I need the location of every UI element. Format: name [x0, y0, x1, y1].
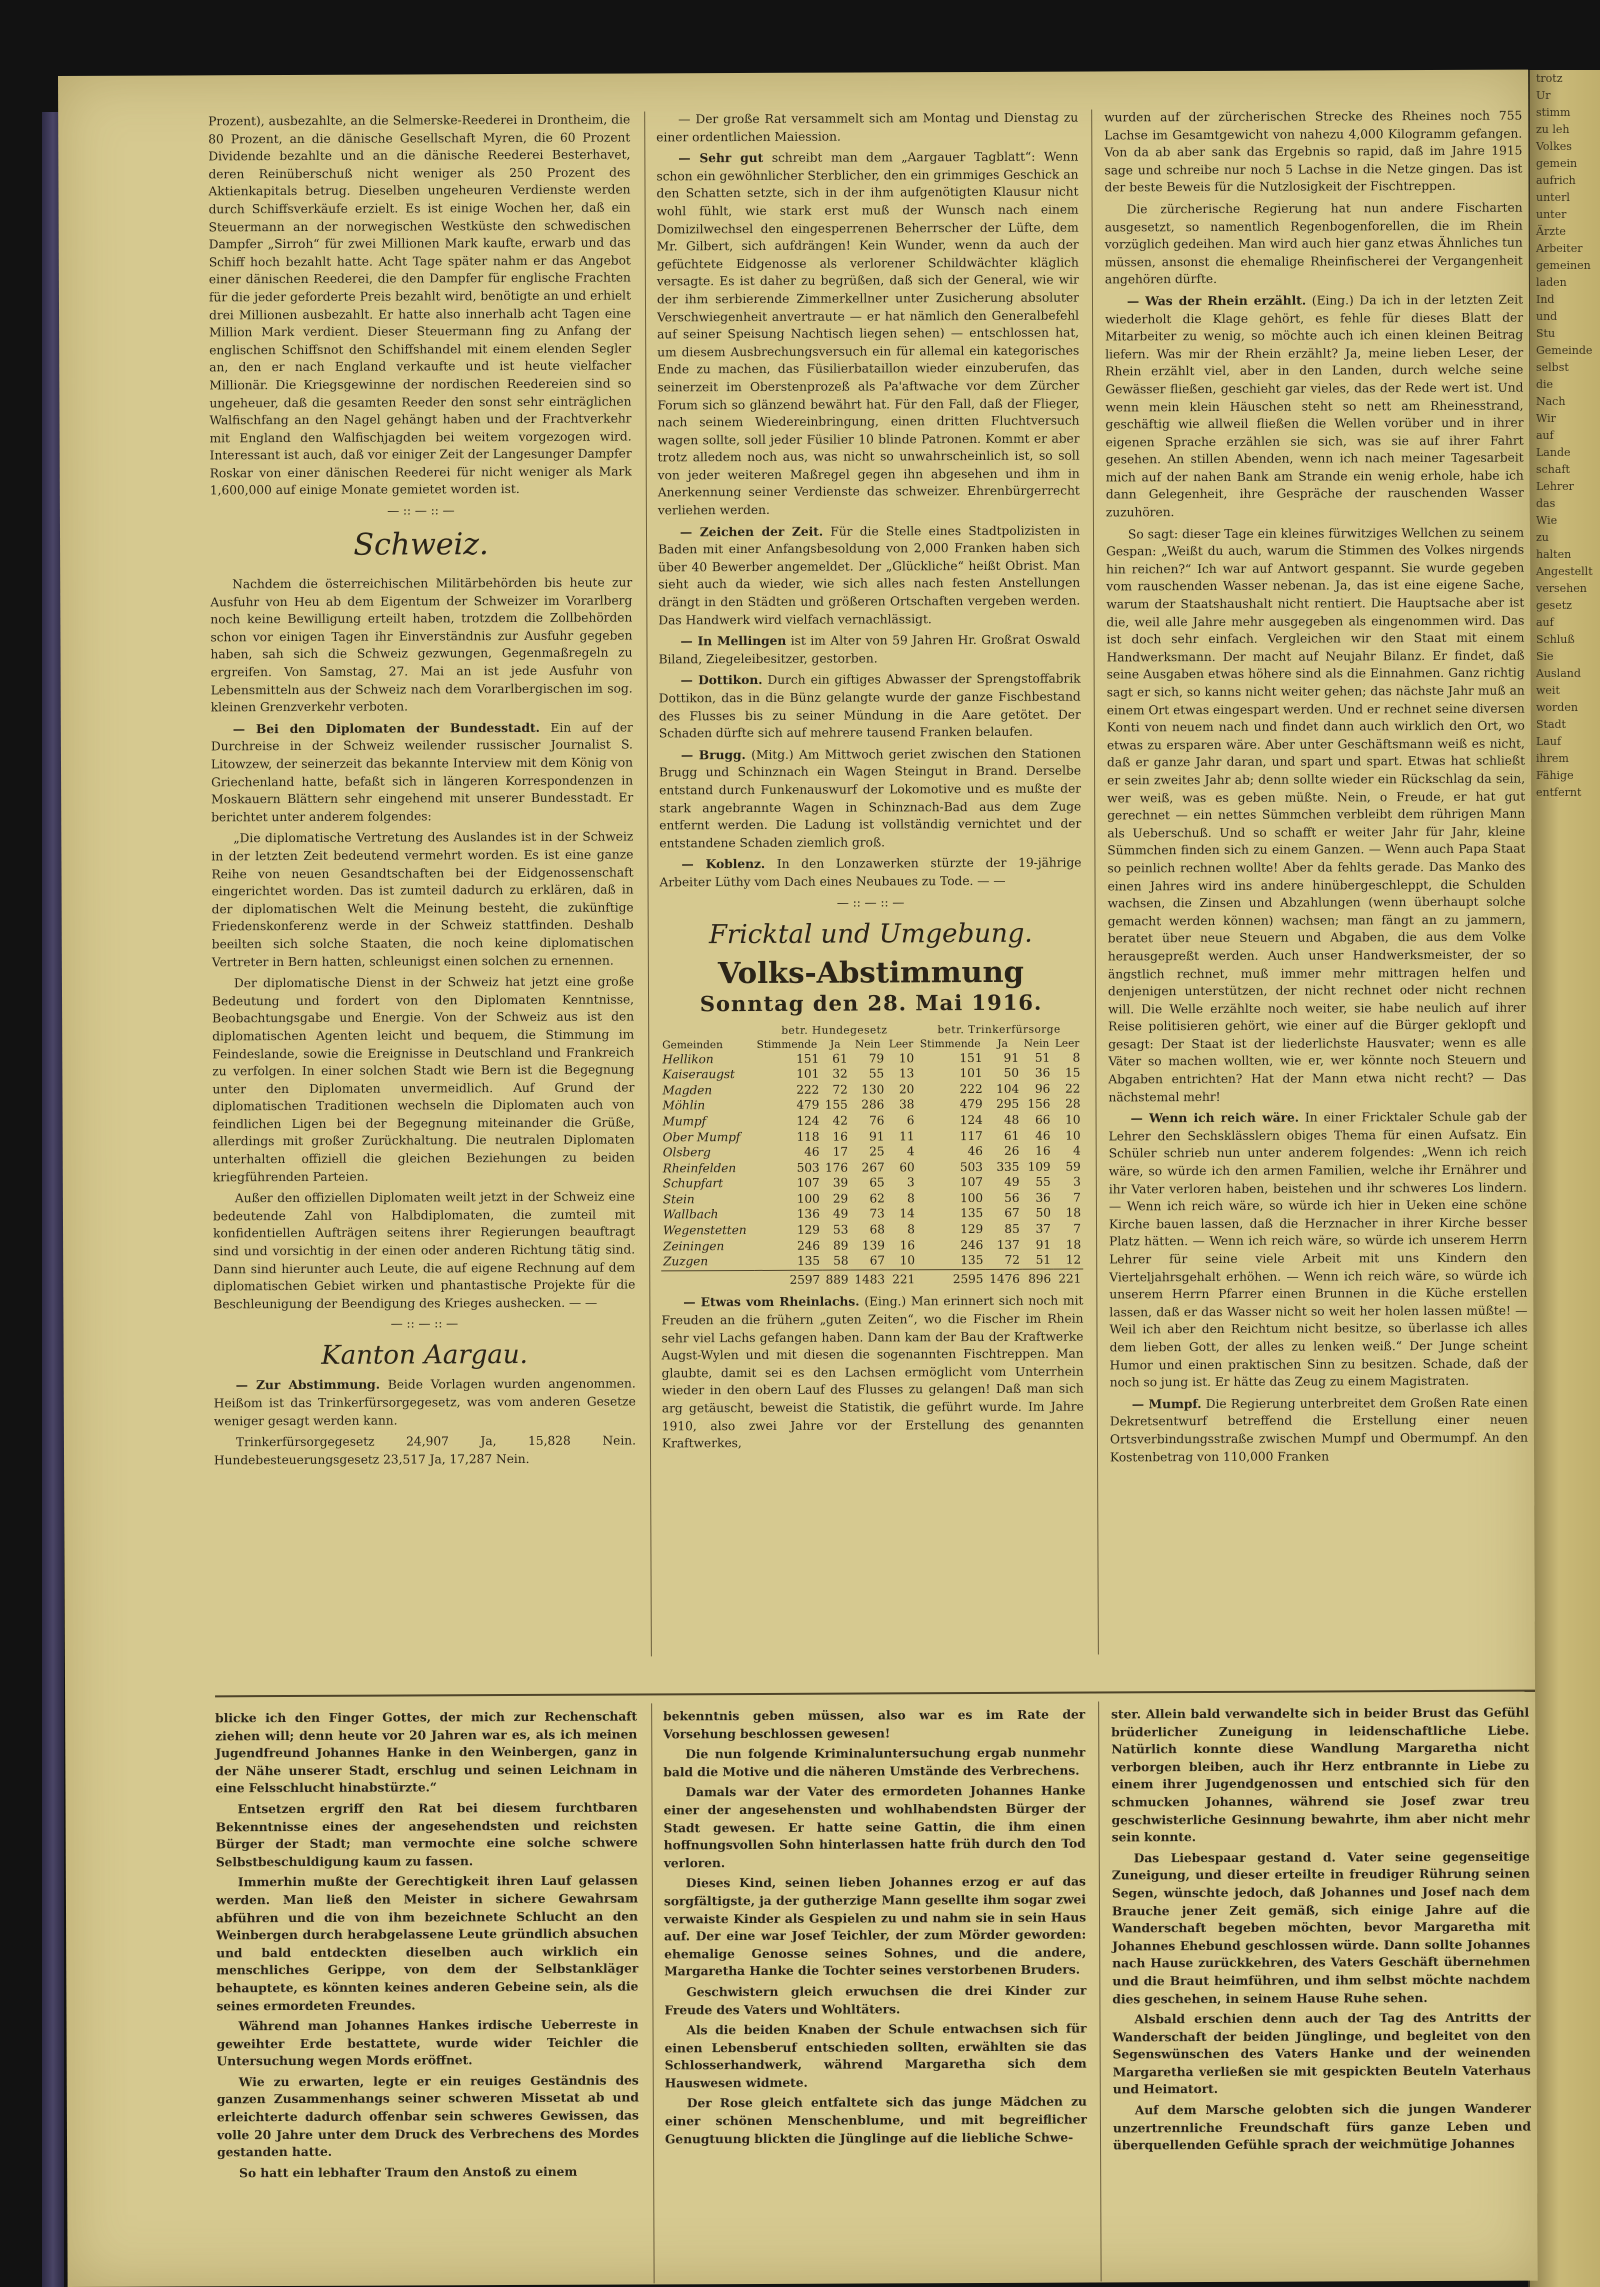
adjacent-page-edge [1528, 70, 1600, 2287]
article-runin: — Mumpf. [1131, 1396, 1202, 1412]
vote-count-cell: 53 [833, 1222, 849, 1237]
vote-results-heading: Volks-Abstimmung [717, 954, 1024, 990]
adjacent-page-text: Arbeiter [1536, 242, 1583, 255]
vote-count-cell: 16 [1035, 1143, 1051, 1158]
vote-count-cell: 61 [832, 1051, 848, 1066]
municipality-name: Zeiningen [663, 1238, 725, 1254]
vote-count-cell: 10 [1065, 1112, 1081, 1127]
table-header-leer: Leer [1054, 1037, 1080, 1050]
vote-count-cell: 8 [907, 1191, 915, 1206]
article-abstimmung [214, 1376, 636, 1431]
table-row [660, 1050, 1082, 1067]
vote-count-cell: 39 [832, 1175, 849, 1190]
article-text: Für die Stelle eines Stadtpolizisten in Baden mit einer Anfangsbesoldung von 2,000 Franken haben sich über 40 Bewerber angemeldet. Der „Glückliche“ heißt Obrist. Man sieht auch da wieder, wie sich alles nach festen Anstellungen drängt in den Städten und größeren Ortschaften vergeben werden. Das Handwerk wird vielfach vernachlässigt. [658, 523, 1081, 628]
article-runin: — Was der Rhein erzählt. [1126, 293, 1307, 309]
table-row [661, 1222, 1083, 1239]
vote-count-cell: 96 [1034, 1081, 1051, 1096]
vote-count-cell: 22 [1065, 1081, 1081, 1096]
article-text: ist im Alter von 59 Jahren Hr. Großrat Oswald Biland, Ziegeleibesitzer, gestorben. [658, 632, 1081, 667]
vote-date-heading: Sonntag den 28. Mai 1916. [699, 989, 1043, 1016]
adjacent-page-text: schaft [1536, 463, 1570, 476]
column-rule [1091, 109, 1099, 1654]
article-runin: — Brugg. [680, 747, 746, 763]
vote-count-cell: 222 [959, 1081, 983, 1096]
vote-count-cell: 55 [1035, 1174, 1051, 1190]
vote-total-cell: 2595 [917, 1269, 985, 1287]
vote-count-cell: 10 [1065, 1128, 1081, 1143]
vote-count-cell: 246 [797, 1238, 820, 1253]
vote-total-cell: 221 [887, 1270, 917, 1288]
table-header-stimmende: Stimmende [756, 1038, 818, 1051]
article-paragraph: „Die diplomatische Vertretung des Auslandes ist in der Schweiz in der letzten Zeit bedeutend vermehrt worden. Es ist eine ganze Reihe von neuen Gesandtschaften bei der Eidgenossenschaft eingerichtet worden. Das ist zumteil dadurch zu erklären, daß in der diplomatischen Welt die Meinung besteht, die zukünftige Friedenskonferenz werde in der Schweiz stattfinden. Deshalb beeilten sich solche Staaten, die noch keine diplomatischen Vertreter in Bern hatten, schleunigst einen solchen zu ernennen. [211, 829, 634, 969]
feuilleton-column-1 [215, 1708, 639, 2185]
vote-count-cell: 60 [899, 1159, 915, 1175]
table-row [660, 1066, 1082, 1083]
adjacent-page-text: unterl [1536, 191, 1570, 204]
vote-count-cell: 72 [832, 1082, 848, 1097]
adjacent-page-text: Stadt [1536, 718, 1566, 731]
vote-count-cell: 37 [1035, 1221, 1051, 1236]
vote-count-cell: 91 [1003, 1050, 1019, 1065]
vote-count-cell: 117 [959, 1128, 983, 1143]
table-group-header-trinkerfuersorge: betr. Trinkerfürsorge [937, 1023, 1061, 1036]
adjacent-page-text: Volkes [1536, 140, 1572, 153]
vote-count-cell: 139 [861, 1238, 885, 1253]
feuilleton-paragraph: Während man Johannes Hankes irdische Ueberreste in geweihter Erde bestattete, wurde wider Teichler die Untersuchung wegen Mords eröffnet. [216, 2017, 639, 2069]
vote-count-cell: 335 [996, 1159, 1020, 1174]
vote-count-cell: 59 [1065, 1159, 1081, 1174]
vote-count-cell: 79 [868, 1050, 885, 1066]
vote-count-cell: 101 [796, 1066, 820, 1081]
vote-count-cell: 135 [960, 1206, 984, 1221]
vote-count-cell: 107 [960, 1175, 984, 1190]
separator: — :: — :: — [387, 503, 455, 518]
vote-count-cell: 29 [832, 1191, 849, 1206]
vote-count-cell: 50 [1003, 1065, 1020, 1081]
vote-count-cell: 66 [1035, 1112, 1051, 1127]
vote-count-cell: 28 [1065, 1096, 1081, 1111]
table-row [661, 1175, 1083, 1192]
municipality-name: Zuzgen [663, 1254, 709, 1269]
section-heading-schweiz: Schweiz. [353, 527, 489, 563]
vote-count-cell: 38 [899, 1097, 915, 1112]
vote-count-cell: 32 [832, 1066, 848, 1081]
article-text: schreibt man dem „Aargauer Tagblatt“: Wenn schon ein gewöhnlicher Sterblicher, den ein grimmiges Geschick an den Schatten setzte, sich in der ihm aufgenötigten Klausur nicht wohl fühlt, wie stark erst muß der Wunsch nach einem Domizilwechsel den eingesperrenen Beherrscher der Lüfte, dem Mr. Gilbert, sich aufdrängen! Kein Wunder, wenn da auch der gefüchtete Eidgenosse als verlorener Schildwächter kläglich versagte. Es ist daher zu begrüßen, daß sich der General, wie wir der ihm serbierende Zimmerkellner unter Zusicherung absoluter Verschwiegenheit anvertraute — er hat nämlich den Generalbefehl auf seiner Speisung Nachtisch liegen sehen) — entschlossen hat, um diesem Ausbrechungsversuch ein für allemal ein kategorisches Ende zu machen, das Füsilierbataillon wieder einzuberufen, das seinerzeit im Oberstenprozeß als Pa'aftwache vor dem Zürcher Forum sich so glänzend bewährt hat. Für den Fall, daß der Flieger, nach seinem Wiedereinbringung, einen dritten Fluchtversuch wagen sollte, soll jeder Füsilier 10 blinde Patronen. Kommt er aber trotz alledem noch aus, was nicht so unwahrscheinlich ist, so soll von jeder weiteren Maßregel gegen ihn abgesehen und ihm in Anerkennung seiner Verdienste das schweizer. Ehrenbürgerrecht verliehen werden. [656, 149, 1080, 518]
vote-count-cell: 12 [1065, 1252, 1082, 1267]
vote-count-cell: 91 [1035, 1237, 1052, 1252]
vote-total-cell: 221 [1053, 1269, 1083, 1287]
adjacent-page-text: ihrem [1536, 752, 1569, 765]
vote-count-cell: 51 [1034, 1050, 1051, 1065]
column-1 [208, 112, 636, 1474]
municipality-name: Rheinfelden [662, 1160, 737, 1176]
article-mellingen [658, 632, 1080, 669]
adjacent-page-text: Sie [1536, 650, 1554, 663]
table-row [661, 1128, 1083, 1145]
article-runin: — Sehr gut [678, 151, 764, 166]
vote-count-cell: 6 [906, 1113, 915, 1128]
vote-count-cell: 11 [899, 1128, 915, 1143]
feuilleton-divider [215, 1690, 1535, 1698]
table-header-ja: Ja [830, 1038, 841, 1051]
vote-count-cell: 46 [967, 1144, 983, 1159]
vote-total-cell: 1476 [985, 1269, 1022, 1287]
vote-count-cell: 135 [960, 1253, 984, 1268]
vote-count-cell: 61 [1003, 1128, 1020, 1143]
vote-count-cell: 16 [832, 1129, 848, 1144]
adjacent-page-text: Ärzte [1536, 225, 1566, 238]
adjacent-page-text: Lehrer [1536, 480, 1574, 493]
article-diplomaten [211, 719, 633, 826]
article-text: Beide Vorlagen wurden angenommen. Heißom ist das Trinkerfürsorgegesetz, was vom anderen Gesetze weniger gesagt werden kann. [213, 1376, 636, 1428]
article-runin: — Dottikon. [680, 673, 763, 688]
vote-count-cell: 16 [899, 1237, 915, 1252]
adjacent-page-text: Gemeinde [1536, 344, 1593, 357]
adjacent-page-text: die [1536, 378, 1554, 391]
vote-count-cell: 91 [869, 1128, 885, 1143]
vote-count-cell: 25 [869, 1144, 885, 1159]
table-row [661, 1159, 1083, 1176]
vote-count-cell: 136 [796, 1207, 820, 1222]
section-heading-fricktal: Fricktal und Umgebung. [708, 918, 1033, 950]
vote-count-cell: 67 [1004, 1206, 1020, 1221]
adjacent-page-text: Nach [1536, 395, 1566, 408]
vote-count-cell: 130 [861, 1082, 885, 1097]
table-row [660, 1097, 1082, 1114]
feuilleton-paragraph: Immerhin mußte der Gerechtigkeit ihren Lauf gelassen werden. Man ließ den Meister in sichere Gewahrsam abführen und die von ihm bezeichnete Schlucht an den Weinbergen durch herabgelassene Leute gründlich absuchen und bald entdeckten dieselben auch wirklich ein menschliches Gerippe, von dem der Selbstankläger behauptete, es könnten keines anderen Gebeine sein, als die seines ermordeten Freundes. [215, 1873, 639, 2013]
article-paragraph: Der diplomatische Dienst in der Schweiz hat jetzt eine große Bedeutung und fordert von den Diplomaten Kenntnisse, Beobachtungsgabe und Energie. Von der Schweiz aus ist den diplomatischen Agenten leicht und bequem, die Stimmung im Feindeslande, sowie die Ereignisse in Deutschland und Frankreich zu verfolgen. In einer solchen Stadt wie Bern ist die Begegnung unter den Diplomaten unvermeidlich. Auf Grund der diplomatischen Traditionen wechseln die Diplomaten auch von feindlichen Ligen bei der Begegnung miteinander die Grüße, allerdings mit großer Zurückhaltung. Die neutralen Diplomaten unterhalten offiziell die gleichen Beziehungen zu beiden kriegführenden Parteien. [212, 974, 635, 1184]
vote-count-cell: 151 [796, 1051, 820, 1066]
vote-count-cell: 36 [1035, 1190, 1051, 1205]
article-text: Die Regierung unterbreitet dem Großen Rate einen Dekretsentwurf betreffend die Erstellung einer neuen Ortsverbindungsstraße zwischen Mumpf und Obermumpf. An den Kostenbetrag von 110,000 Franken [1109, 1395, 1528, 1464]
adjacent-page-text: aufrich [1536, 174, 1576, 187]
vote-count-cell: 51 [1035, 1252, 1052, 1267]
vote-count-cell: 65 [869, 1175, 885, 1190]
table-row [661, 1112, 1083, 1129]
vote-count-cell: 135 [797, 1253, 821, 1269]
vote-count-cell: 4 [906, 1144, 915, 1159]
feuilleton-column-3 [1111, 1705, 1531, 2159]
article-paragraph: Außer den offiziellen Diplomaten weilt jetzt in der Schweiz eine bedeutende Zahl von Halbdiplomaten, die zumteil mit konfidentiellen Aufträgen seitens ihrer Regierungen beauftragt sind und vorsichtig in der einen oder anderen Richtung tätig sind. Dann sind hierunter auch Leute, die auf eigene Rechnung auf dem diplomatischen Gebiet wirken und phantastische Projekte für die Beschleunigung der Beendigung des Krieges aushecken. — — [212, 1189, 636, 1312]
article-paragraph: Die zürcherische Regierung hat nun andere Fischarten ausgesetzt, so namentlich Regenbogenforellen, die im Rhein vorzüglich gedeihen. Man wird auch hier ganz etwas Ähnliches tun müssen, ansonst die ehemalige Rheinfischerei der Vergangenheit angehören dürfte. [1104, 200, 1523, 287]
vote-results-table [660, 1022, 1083, 1289]
adjacent-page-text: trotz [1536, 72, 1563, 85]
article-text: (Eing.) Da ich in der letzten Zeit wiederholt die Klage gehört, es fehle für dieses Blatt der Mitarbeiter zu wenig, so möchte auch ich einen kleinen Beitrag liefern. Was mir der Rhein erzählt? Ja, meine lieben Leser, der Rhein erzählt viel, aber in den Landen, durch welche seine Gewässer fließen, geschieht gar vieles, das der Rede wert ist. Und wenn mein klein Häuschen steht so nett am Rheinesstrand, geschäftig wie allweil fließen die Wellen vorüber und in ihrer eigenen Sprache erzählen sie sich, was sie auf ihrer Fahrt gesehen. An stillen Abenden, wenn ich nach meiner Tagesarbeit mich auf der nahen Bank am Strande ein wenig erhole, habe ich dann Gelegenheit, ihre Gespräche der rauschenden Wasser zuzuhören. [1105, 292, 1524, 520]
vote-count-cell: 109 [1027, 1159, 1051, 1174]
adjacent-page-text: Angestellt [1536, 565, 1593, 578]
table-header-gemeinden: Gemeinden [662, 1038, 723, 1051]
vote-count-cell: 55 [868, 1066, 885, 1081]
vote-count-cell: 46 [1035, 1128, 1051, 1143]
adjacent-page-text: entfernt [1536, 786, 1582, 799]
vote-count-cell: 67 [869, 1253, 886, 1268]
municipality-name: Wegenstetten [663, 1223, 747, 1238]
adjacent-page-text: Lande [1536, 446, 1571, 459]
adjacent-page-text: zu [1536, 531, 1549, 544]
vote-count-cell: 267 [861, 1160, 885, 1175]
vote-count-cell: 124 [796, 1113, 820, 1128]
feuilleton-paragraph: Alsbald erschien denn auch der Tag des Antritts der Wanderschaft der beiden Jünglinge, und begleitet von den Segenswünschen des Vaters Hanke und der weinenden Margaretha verließen sie mit gespickten Beuteln Vaterhaus und Heimatort. [1112, 2010, 1531, 2097]
feuilleton-paragraph: Geschwistern gleich erwuchsen die drei Kinder zur Freude des Vaters und Wohltäters. [664, 1983, 1087, 2017]
vote-count-cell: 36 [1034, 1065, 1051, 1080]
vote-count-cell: 8 [907, 1222, 915, 1237]
vote-count-cell: 58 [833, 1253, 849, 1268]
vote-count-cell: 49 [832, 1207, 849, 1222]
municipality-name: Hellikon [662, 1051, 714, 1066]
feuilleton-paragraph: Dieses Kind, seinen lieben Johannes erzog er auf das sorgfältigste, ja der gutherzige Mann gesellte ihm sogar zwei verwaiste Kinder als Gespielen zu und nahm sie in sein Haus auf. Der eine war Josef Teichler, der zum Mörder geworden: ehemalige Genosse seines Sohnes, und die andere, Margaretha Hanke die Tochter seines verstorbenen Bruders. [663, 1874, 1087, 1979]
vote-count-cell: 4 [1073, 1143, 1081, 1158]
vote-count-cell: 503 [959, 1159, 983, 1174]
table-header-stimmende: Stimmende [919, 1037, 981, 1050]
table-row [661, 1237, 1083, 1254]
vote-count-cell: 137 [996, 1237, 1020, 1252]
table-header-leer: Leer [888, 1037, 914, 1050]
article-mumpf [1110, 1394, 1528, 1466]
vote-count-cell: 222 [796, 1082, 820, 1097]
vote-count-cell: 50 [1035, 1206, 1051, 1221]
article-koblenz [659, 855, 1081, 892]
adjacent-page-text: halten [1536, 548, 1572, 561]
separator: — :: — :: — [390, 1316, 459, 1331]
vote-count-cell: 176 [825, 1160, 849, 1175]
adjacent-page-text: stimm [1536, 106, 1571, 119]
adjacent-page-text: Wir [1536, 412, 1556, 425]
article-wenn-ich-reich-waere [1109, 1109, 1528, 1392]
article-was-der-rhein-erzaehlt [1105, 292, 1524, 523]
vote-count-cell: 72 [1004, 1253, 1020, 1268]
adjacent-page-text: Fähige [1536, 769, 1574, 782]
vote-count-cell: 89 [833, 1238, 849, 1253]
table-row [661, 1144, 1083, 1161]
municipality-name: Mumpf [662, 1114, 707, 1129]
article-text: (Eing.) Man erinnert sich noch mit Freuden an die frühern „guten Zeiten“, wo die Fischer im Rhein sehr viel Lachs gefangen haben. Dann kam der Bau der Kraftwerke Augst-Wylen und mit diesen die sogenannten Fischtreppen. Man glaubte, damit sei es den Lachsen ermöglicht vom Unterrhein wieder in den obern Lauf des Flusses zu gelangen! Daß man sich arg getäuscht, beweist die Statistik, die geführt wurde. Im Jahre 1910, also zwei Jahre vor der Erstellung des genannten Kraftwerkes, [661, 1293, 1084, 1451]
municipality-name: Magden [662, 1082, 713, 1098]
vote-total-cell: 896 [1022, 1269, 1053, 1287]
section-heading-aargau: Kanton Aargau. [321, 1340, 528, 1372]
feuilleton-paragraph: Der Rose gleich entfaltete sich das junge Mädchen zu einer schönen Menschenblume, und mit begreiflicher Genugtuung blickten die Jünglinge auf die liebliche Schwe- [664, 2094, 1087, 2147]
vote-count-cell: 156 [1027, 1096, 1051, 1112]
column-3 [1104, 108, 1528, 1471]
adjacent-page-text: Lauf [1536, 735, 1562, 748]
article-runin: — In Mellingen [680, 634, 787, 649]
adjacent-page-text: auf [1536, 429, 1554, 442]
table-row [661, 1190, 1083, 1207]
municipality-name: Ober Mumpf [662, 1129, 741, 1144]
vote-count-cell: 503 [796, 1160, 820, 1175]
vote-count-cell: 10 [899, 1253, 916, 1268]
vote-count-cell: 3 [1073, 1174, 1081, 1189]
vote-count-cell: 62 [869, 1191, 885, 1206]
article-text: Ein auf der Durchreise in der Schweiz weilender russischer Journalist S. Litowzew, der seinerzeit das bekannte Interview mit dem König von Griechenland hatte, befaßt sich in längeren Korrespondenzen in Moskauern Blättern sehr eingehend mit unserer Bundesstadt. Er berichtet unter anderem folgendes: [210, 720, 634, 825]
adjacent-page-text: Schluß [1536, 633, 1575, 646]
municipality-name: Kaiseraugst [662, 1067, 735, 1082]
article-text: Durch ein giftiges Abwasser der Sprengstoffabrik Dottikon, das in die Bünz gelangte wurde der ganze Fischbestand des Flusses bis zu seiner Mündung in die Aare getötet. Der Schaden dürfte sich auf mehrere tausend Franken belaufen. [658, 671, 1081, 741]
adjacent-page-text: gemeinen [1536, 259, 1591, 272]
adjacent-page-text: gesetz [1536, 599, 1572, 612]
vote-count-cell: 17 [832, 1144, 849, 1159]
vote-count-cell: 49 [1004, 1175, 1020, 1190]
column-2 [656, 110, 1084, 1458]
feuilleton-paragraph: Wie zu erwarten, legte er ein reuiges Geständnis des ganzen Zusammenhangs seiner schweren Missetat ab und erleichterte dadurch offenbar sein schweres Gewissen, das volle 20 Jahre unter dem Druck des Verbrechens des Mordes gestanden hatte. [216, 2073, 640, 2160]
vote-count-cell: 56 [1004, 1190, 1020, 1205]
vote-count-cell: 7 [1073, 1221, 1082, 1236]
vote-count-cell: 85 [1004, 1221, 1020, 1236]
feuilleton-paragraph: ster. Allein bald verwandelte sich in beider Brust das Gefühl brüderlicher Zuneigung in leidenschaftliche Liebe. Natürlich konnte diese Wandlung Margaretha nicht verborgen bleiben, auch ihr Herz entbrannte in Liebe zu einem ihrer Jugendgenossen und entschied sich für den schmucken Johannes, während sie Josef zwar treu geschwisterliche Gesinnung bewahrte, ihm aber nicht mehr sein konnte. [1111, 1705, 1530, 1845]
article-runin: — Wenn ich reich wäre. [1130, 1110, 1300, 1126]
table-row [660, 1081, 1082, 1098]
adjacent-page-text: auf [1536, 616, 1554, 629]
vote-count-cell: 8 [1072, 1050, 1081, 1065]
separator: — :: — :: — [836, 894, 905, 910]
table-header-ja: Ja [997, 1037, 1008, 1050]
vote-count-cell: 7 [1073, 1190, 1081, 1205]
vote-count-cell: 118 [796, 1129, 820, 1144]
vote-count-cell: 101 [959, 1066, 983, 1081]
vote-count-cell: 10 [898, 1050, 915, 1065]
municipality-name: Möhlin [662, 1098, 706, 1113]
table-total-row [661, 1269, 1083, 1289]
vote-count-cell: 73 [869, 1206, 885, 1221]
municipality-name: Schupfart [662, 1176, 724, 1191]
vote-count-cell: 295 [996, 1097, 1020, 1112]
municipality-name: Stein [662, 1192, 695, 1207]
vote-count-cell: 107 [796, 1175, 820, 1191]
vote-count-cell: 100 [796, 1191, 820, 1206]
column-rule [1098, 1701, 1102, 2281]
article-grosser-rat: — Der große Rat versammelt sich am Montag und Dienstag zu einer ordentlichen Maiession. [656, 110, 1079, 144]
feuilleton-paragraph: Auf dem Marsche gelobten sich die jungen Wanderer unzertrennliche Freundschaft fürs ganze Leben und überquellenden Gefühle sprach der weichmütige Johannes [1112, 2101, 1531, 2153]
article-paragraph: So sagt: dieser Tage ein kleines fürwitziges Wellchen zu seinem Gespan: „Weißt du auch, warum die Stimmen des Volkes nirgends hin reichen?“ Ich war auf Antwort gespannt. Sie wurde gegeben vom rauschenden Wasser nebenan. Ja, das ist eine eigene Sache, warum der Staatshaushalt nicht rentiert. Die Hauptsache aber ist die, weil alle Jahre mehr ausgegeben als eingenommen wird. Das ist doch sehr einfach. Vergleichen wir den Staat mit einem Handwerksmann. Der macht auf Neujahr Bilanz. Er findet, daß seine Ausgaben etwas höhere sind als die Einnahmen. Ganz richtig sagt er sich, so kanns nicht weiter gehen; das nächste Jahr muß an einem Ort etwas eingespart werden. Und er rechnet seine diversen Konti von neuem nach und findet dann auch wirklich den Ort, wo etwas zu ersparen wäre. Aber unter Geschäftsmann weiß es nicht, daß er ganze Jahr daran, und spart und spart. Etwas hat schließt er sein zweites Jahr ab; denn sollte wieder ein Rückschlag da sein, wer weiß, was es geben müßte. Nein, o Freude, er hat gut gerechnet — ein nettes Sümmchen verbleibt dem rührigen Mann als Ueberschuß. Und so schafft er weiter Jahr für Jahr, kleine Sümmchen finden sich zu einem Ganzen. — Wenn auch Papa Staat so peinlich rechnen wollte! Aber da fehlts gerade. Das Manko des einen Jahres wird ins andere hinübergeschleppt, die Schulden wachsen, die Zinsen und Abzahlungen (wenn überhaupt solche gemacht werden können) wachsen; man fängt an zu jammern, beratet über neue Steuern und Abgaben, die aus dem Volke herausgepreßt werden. Auch unser Handwerksmeister, der so ängstlich rechnet, muß immer mehr mittragen helfen und denjenigen unterstützen, der nicht rechnet oder nicht rechnen will. Die Welle erzählte noch weiter, sie habe neulich auf ihrer Reise politisieren gehört, wie einer auf die Bürger geklopft und gesagt: Der Staat ist der liederlichste Hausvater; wenn es alle Väter so machen wollten, wie er, wer könnte noch Steuern und Abgaben entrichten? Hat der Mann etwa nicht recht? — Das nächstemal mehr! [1106, 525, 1527, 1105]
vote-count-cell: 18 [1065, 1206, 1082, 1221]
vote-count-cell: 46 [804, 1144, 820, 1159]
municipality-name: Olsberg [662, 1145, 711, 1160]
vote-count-cell: 286 [861, 1097, 885, 1112]
vote-count-cell: 15 [1065, 1065, 1081, 1080]
article-text: (Mitg.) Am Mittwoch geriet zwischen den Stationen Brugg und Schinznach ein Wagen Steingut in Brand. Derselbe entstand durch Funkenauswurf der Lokomotive und es mußte der stark angebrannte Wagen in Schinznach-Bad aus dem Zuge entfernt werden. Die Ladung ist vollständig vernichtet und der entstandene Schaden ziemlich groß. [659, 746, 1082, 851]
article-paragraph: wurden auf der zürcherischen Strecke des Rheines noch 755 Lachse im Gesamtgewicht von nahezu 4,000 Kilogramm gefangen. Von da ab aber sank das Ergebnis so rapid, daß im Jahre 1915 sage und schreibe nur noch 5 Lachse in die Netze gingen. Das ist der beste Beweis für die Nutzlosigkeit der Fischtreppen. [1104, 108, 1523, 195]
feuilleton-paragraph: Damals war der Vater des ermordeten Johannes Hanke einer der angesehensten und wohlhabendsten Bürger der Stadt gewesen. Er hatte seine Gattin, die ihm einen hoffnungsvollen Sohn hinterlassen hatte früh durch den Tod verloren. [663, 1783, 1086, 1871]
vote-count-cell: 479 [796, 1098, 820, 1113]
vote-count-cell: 104 [996, 1081, 1020, 1096]
municipality-name: Wallbach [662, 1207, 719, 1222]
article-runin: — Etwas vom Rheinlachs. [683, 1294, 860, 1310]
article-sehr-gut [656, 149, 1080, 520]
article-brugg [659, 745, 1081, 852]
vote-table-body [660, 1050, 1083, 1289]
vote-count-cell: 18 [1065, 1237, 1082, 1252]
vote-total-cell: 889 [822, 1270, 851, 1288]
adjacent-page-text: Ur [1536, 89, 1551, 102]
article-runin: — Koblenz. [681, 857, 766, 872]
table-row [661, 1206, 1083, 1223]
adjacent-page-text: Ind [1536, 293, 1555, 306]
article-text: In einer Fricktaler Schule gab der Lehrer den Sechsklässlern obiges Thema für einen Aufsatz. Ein Schüler schrieb nun unter anderem folgendes: „Wenn ich reich wäre, so würde ich den armen Familien, welche ihr Ernährer und ihr Vater verloren haben, beistehen und ihr schweres Los lindern. — Wenn ich reich wäre, so würde ich hier in Ueken eine schöne Kirche bauen lassen, daß die Herznacher in ihrer Kirche besser Platz hätten. — Wenn ich reich wäre, so würde ich unserem Herrn Lehrer für seine viele Arbeit mit uns Kindern den Vierteljahrsgehalt erhöhen. — Wenn ich reich wäre, so würde ich unserem Herrn Pfarrer einen Brunnen in die Küche erstellen lassen, daß er das Wasser nicht so weit her holen lassen müßte! — Weil ich aber den Reichtum nicht besitze, so überlasse ich alles dem lieben Gott, der alles zu lenken weiß.“ Der Junge scheint Humor und einen praktischen Sinn zu besitzen. Schade, daß der noch so jung ist. Er hätte das Zeug zu einem Magistraten. [1108, 1109, 1528, 1390]
article-paragraph: Trinkerfürsorgegesetz 24,907 Ja, 15,828 Nein. Hundebesteuerungsgesetz 23,517 Ja, 17,287 Nein. [214, 1433, 636, 1468]
vote-count-cell: 129 [796, 1222, 820, 1237]
vote-count-cell: 42 [832, 1113, 848, 1128]
adjacent-page-text: gemein [1536, 157, 1578, 170]
article-dottikon [659, 671, 1081, 743]
adjacent-page-text: weit [1536, 684, 1560, 697]
vote-count-cell: 246 [960, 1237, 984, 1252]
feuilleton-paragraph: Entsetzen ergriff den Rat bei diesem furchtbaren Bekenntnisse eines der angesehendsten und reichsten Bürger der Stadt; man vermochte eine solche schwere Selbstbeschuldigung kaum zu fassen. [215, 1800, 638, 1870]
article-text: In den Lonzawerken stürzte der 19-jährige Arbeiter Lüthy vom Dach eines Neubaues zu Tode. — — [659, 855, 1082, 890]
newspaper-page [58, 70, 1538, 2287]
table-row [661, 1253, 1083, 1271]
adjacent-page-text: selbst [1536, 361, 1569, 374]
vote-count-cell: 20 [898, 1081, 915, 1097]
article-heu-ausfuhr: Nachdem die österreichischen Militärbehörden bis heute zur Ausfuhr von Heu ab dem Eigentum der Schweizer im Vorarlberg noch keine Bewilligung erteilt haben, trotzdem die Zollbehörden schon vor einigen Tagen ihr Einverständnis zur Ausfuhr gegeben haben, sah sich die Schweiz gezwungen, Gegenmaßregeln zu ergreifen. Von Samstag, 27. Mai an ist jede Ausfuhr von Lebensmitteln aus der Schweiz nach dem Vorarlbergischen im sog. kleinen Grenzverkehr verboten. [210, 575, 633, 715]
vote-total-cell: 2597 [754, 1270, 822, 1288]
adjacent-page-text: Stu [1536, 327, 1556, 340]
feuilleton-paragraph: Die nun folgende Kriminaluntersuchung ergab nunmehr bald die Motive und die näheren Umstände des Verbrechens. [663, 1745, 1086, 1780]
adjacent-page-text: unter [1536, 208, 1567, 221]
vote-count-cell: 100 [960, 1190, 984, 1205]
vote-count-cell: 14 [899, 1206, 915, 1221]
vote-count-cell: 26 [1004, 1143, 1020, 1158]
vote-count-cell: 155 [824, 1097, 848, 1112]
feuilleton-paragraph: blicke ich den Finger Gottes, der mich zur Rechenschaft ziehen will; denn heute vor 20 Jahren war es, als ich meinen Jugendfreund Johannes Hanke in den Weinbergen, ganz in der Nähe unserer Stadt, erschlug und seinen Leichnam in eine Felsschlucht hinabstürzte.“ [215, 1709, 638, 1796]
article-runin: — Bei den Diplomaten der Bundesstadt. [232, 720, 540, 737]
table-group-header-hundegesetz: betr. Hundegesetz [781, 1023, 888, 1037]
vote-count-cell: 13 [898, 1066, 915, 1081]
article-shipping-profits: Prozent), ausbezahlte, an die Selmerske-Reederei in Drontheim, die 80 Prozent, an die dänische Gesellschaft Myren, die 60 Prozent Dividende bezahlte und an die dänische Reederei Besterhavet, deren Reinüberschuß nicht weniger als 250 Prozent des Aktienkapitals betrug. Dieselben ungeheuren Verdienste werden durch Schiffsverkäufe erzielt. Es ist einige Wochen her, daß ein Steuermann an der norwegischen Westküste den schwedischen Dampfer „Sirroh“ für zwei Millionen Mark kaufte, erwarb und das Schiff hoch bezahlt hatte. Acht Tage später nahm er das Angebot einer dänischen Reederei, die den Dampfer für englische Frachten für die jeder geforderte Preis bezahlt wird, benötigte an und erhielt drei Millionen ausbezahlt. Er hatte also innerhalb acht Tagen eine Million Mark verdient. Dieser Steuermann fing zu Anfang der englischen Schiffsnot den Schiffshandel mit einem elenden Segler an, den er nach England verkaufte und ist heute vielfacher Millionär. Die Kriegsgewinne der nordischen Reedereien sind so ungeheuer, daß die gesamten Reeder den sonst sehr einträglichen Walfischfang an den Nagel gehängt haben und der Frachtverkehr mit England den Walfischjagden bei weitem vorgezogen wird. Interessant ist auch, daß vor einiger Zeit der Langesunger Dampfer Roskar von einer dänischen Reederei für nicht weniger als Mark 1,600,000 auf einige Monate gemietet worden ist. [208, 112, 632, 498]
vote-total-cell: 1483 [850, 1270, 887, 1288]
article-zeichen-der-zeit [658, 522, 1080, 629]
feuilleton-paragraph: bekenntnis geben müssen, also war es im Rate der Vorsehung beschlossen gewesen! [663, 1707, 1086, 1741]
vote-count-cell: 124 [959, 1112, 983, 1127]
article-runin: — Zur Abstimmung. [235, 1378, 380, 1393]
vote-count-cell: 48 [1003, 1112, 1020, 1127]
adjacent-page-text: Wie [1536, 514, 1558, 527]
article-runin: — Zeichen der Zeit. [679, 524, 824, 539]
feuilleton-paragraph: So hatt ein lebhafter Traum den Anstoß zu einem [239, 2164, 578, 2181]
adjacent-page-text: versehen [1536, 582, 1587, 595]
feuilleton-paragraph: Als die beiden Knaben der Schule entwachsen sich für einen Lebensberuf entschieden sollten, erwählten sie das Schlosserhandwerk, während Margaretha sich dem Hauswesen widmete. [664, 2021, 1087, 2091]
column-rule [651, 1703, 655, 2283]
adjacent-page-text: und [1536, 310, 1558, 323]
vote-count-cell: 129 [960, 1222, 984, 1237]
article-rheinlachs [661, 1293, 1084, 1453]
table-header-nein: Nein [1023, 1037, 1050, 1050]
adjacent-page-text: Ausland [1536, 667, 1581, 680]
feuilleton-paragraph: Das Liebespaar gestand d. Vater seine gegenseitige Zuneigung, und dieser erteilte in freudiger Rührung seinen Segen, wünschte jedoch, daß Johannes und Josef nach dem Brauche jener Zeit gemäß, sich einige Jahre auf die Wanderschaft begeben möchten, bevor Margaretha mit Johannes Ehebund geschlossen würde. Dann sollte Johannes nach Hause zurückkehren, des Vaters Geschäft übernehmen und die Braut heimführen, und ihm selbst möchte nachdem dies geschehen, in seinem Hause Ruhe sehen. [1111, 1849, 1531, 2006]
adjacent-page-text: worden [1536, 701, 1578, 714]
column-rule [644, 111, 652, 1656]
vote-count-cell: 3 [907, 1175, 915, 1190]
adjacent-page-text: das [1536, 497, 1556, 510]
vote-count-cell: 68 [869, 1222, 885, 1237]
vote-count-cell: 479 [959, 1097, 983, 1112]
vote-count-cell: 76 [869, 1113, 885, 1128]
table-header-nein: Nein [854, 1037, 881, 1051]
vote-count-cell: 151 [959, 1050, 983, 1065]
adjacent-page-text: zu leh [1536, 123, 1570, 136]
feuilleton-column-2 [663, 1707, 1087, 2152]
adjacent-page-text: laden [1536, 276, 1567, 289]
